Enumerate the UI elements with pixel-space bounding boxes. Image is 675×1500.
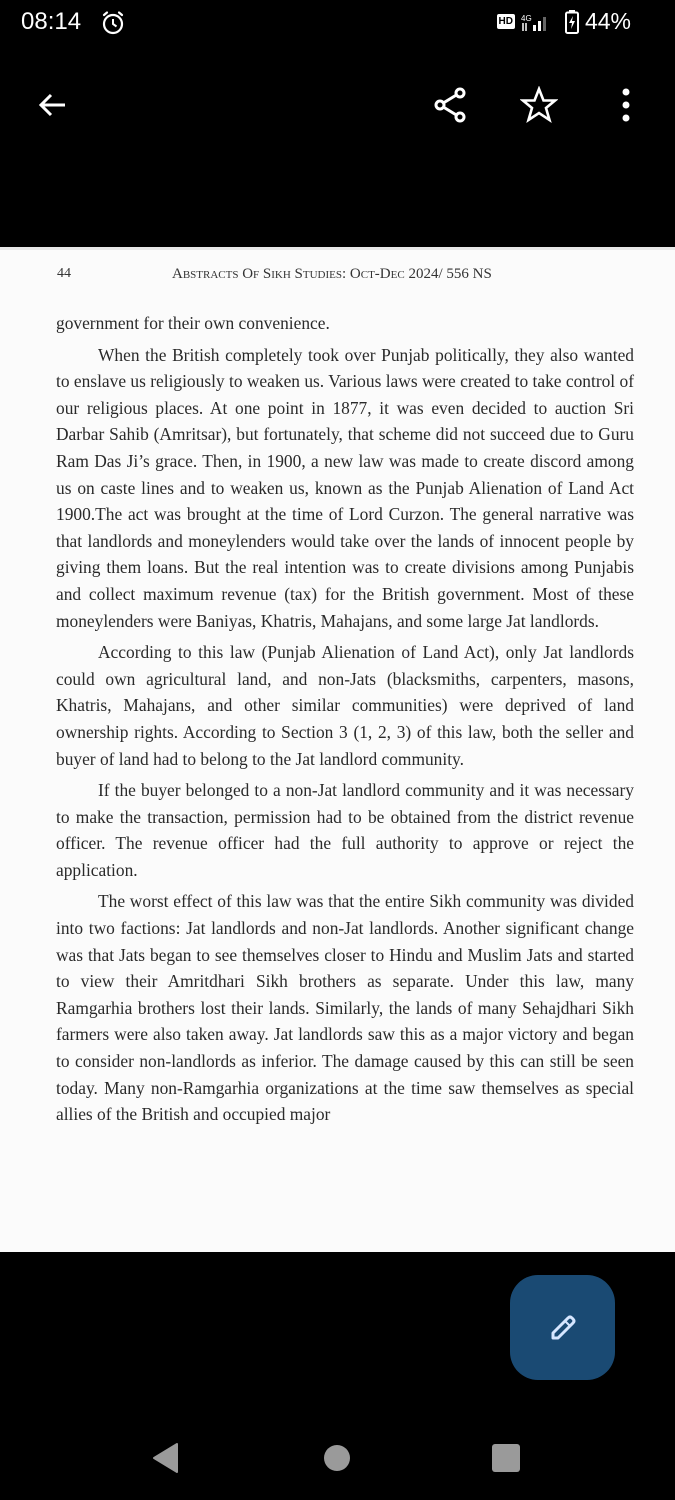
paragraph: When the British completely took over Punjab politically, they also wanted to enslave us religiously to weaken us. Various laws were created to take control of our religious places. At one point in 1877, it was even decided to auction Sri Darbar Sahib (Amritsar), but fortunately, that scheme did not succeed due to Guru Ram Das Ji’s grace. Then, in 1900, a new law was made to create discord among us on caste lines and to weaken us, known as the Punjab Alienation of Land Act 1900.The act was brought at the time of Lord Curzon. The general narrative was that landlords and moneylenders would take over the lands of innocent people by giving them loans. But the real intention was to create divisions among Punjabis and collect maximum revenue (tax) for the British government. Most of these moneylenders were Baniyas, Khatris, Mahajans, and some large Jat landlords. (56, 344, 634, 631)
status-indicators (497, 8, 632, 35)
paragraph: government for their own convenience. (56, 313, 330, 333)
battery-charging-icon (565, 10, 579, 34)
paragraph: The worst effect of this law was that the entire Sikh community was divided into two factions: Jat landlords and non-Jat landlords. Another significant change was that Jats began to see themselves closer to Hindu and Muslim Jats and started to view their Amritdhari Sikh brothers as separate. Under this law, many Ramgarhia brothers lost their lands. Similarly, the lands of many Sehajdhari Sikh farmers were also taken away. Jat landlords saw this as a major victory and began to consider non-landlords as inferior. The damage caused by this can still be seen today. Many non-Ramgarhia organizations at the time saw themselves as special allies of the British and occupied major (56, 891, 634, 1125)
edit-pencil-icon (545, 1310, 581, 1346)
system-nav-bar (0, 1415, 675, 1500)
more-vert-icon (619, 87, 633, 123)
signal-4g-icon (521, 12, 555, 32)
paragraph: According to this law (Punjab Alienation of Land Act), only Jat landlords could own agricultural land, and non-Jats (blacksmiths, carpenters, masons, Khatris, Mahajans, and other similar communities) were deprived of land ownership rights. According to Section 3 (1, 2, 3) of this law, both the seller and buyer of land had to belong to the Jat landlord community. (56, 642, 634, 769)
share-icon (430, 85, 470, 125)
nav-back-button[interactable] (143, 1435, 189, 1481)
favorite-button[interactable] (516, 82, 562, 128)
app-bar (0, 60, 675, 150)
more-options-button[interactable] (603, 82, 649, 128)
document-body (56, 310, 634, 1133)
nav-recents-button[interactable] (483, 1435, 529, 1481)
document-page[interactable] (0, 247, 675, 1252)
star-outline-icon (520, 86, 558, 124)
status-time: 08:14 (21, 8, 82, 35)
nav-recents-square-icon (491, 1443, 521, 1473)
back-button[interactable] (30, 82, 76, 128)
arrow-back-icon (35, 87, 71, 123)
nav-back-triangle-icon (151, 1442, 181, 1474)
status-bar (0, 0, 675, 50)
hd-badge: HD (498, 16, 513, 27)
battery-percent: 44% (584, 8, 631, 34)
running-head (57, 266, 635, 288)
page-number: 44 (57, 266, 71, 281)
share-button[interactable] (427, 82, 473, 128)
svg-text:4G: 4G (520, 13, 532, 23)
journal-title: Abstracts Of Sikh Studies: Oct-Dec 2024/ 556 NS (172, 266, 492, 282)
edit-fab-button[interactable] (510, 1275, 615, 1380)
nav-home-button[interactable] (314, 1435, 360, 1481)
alarm-clock-icon (100, 10, 126, 36)
paragraph: If the buyer belonged to a non-Jat landlord community and it was necessary to make the transaction, permission had to be obtained from the district revenue officer. The revenue officer had the full authority to approve or reject the application. (56, 780, 634, 880)
nav-home-circle-icon (323, 1444, 351, 1472)
